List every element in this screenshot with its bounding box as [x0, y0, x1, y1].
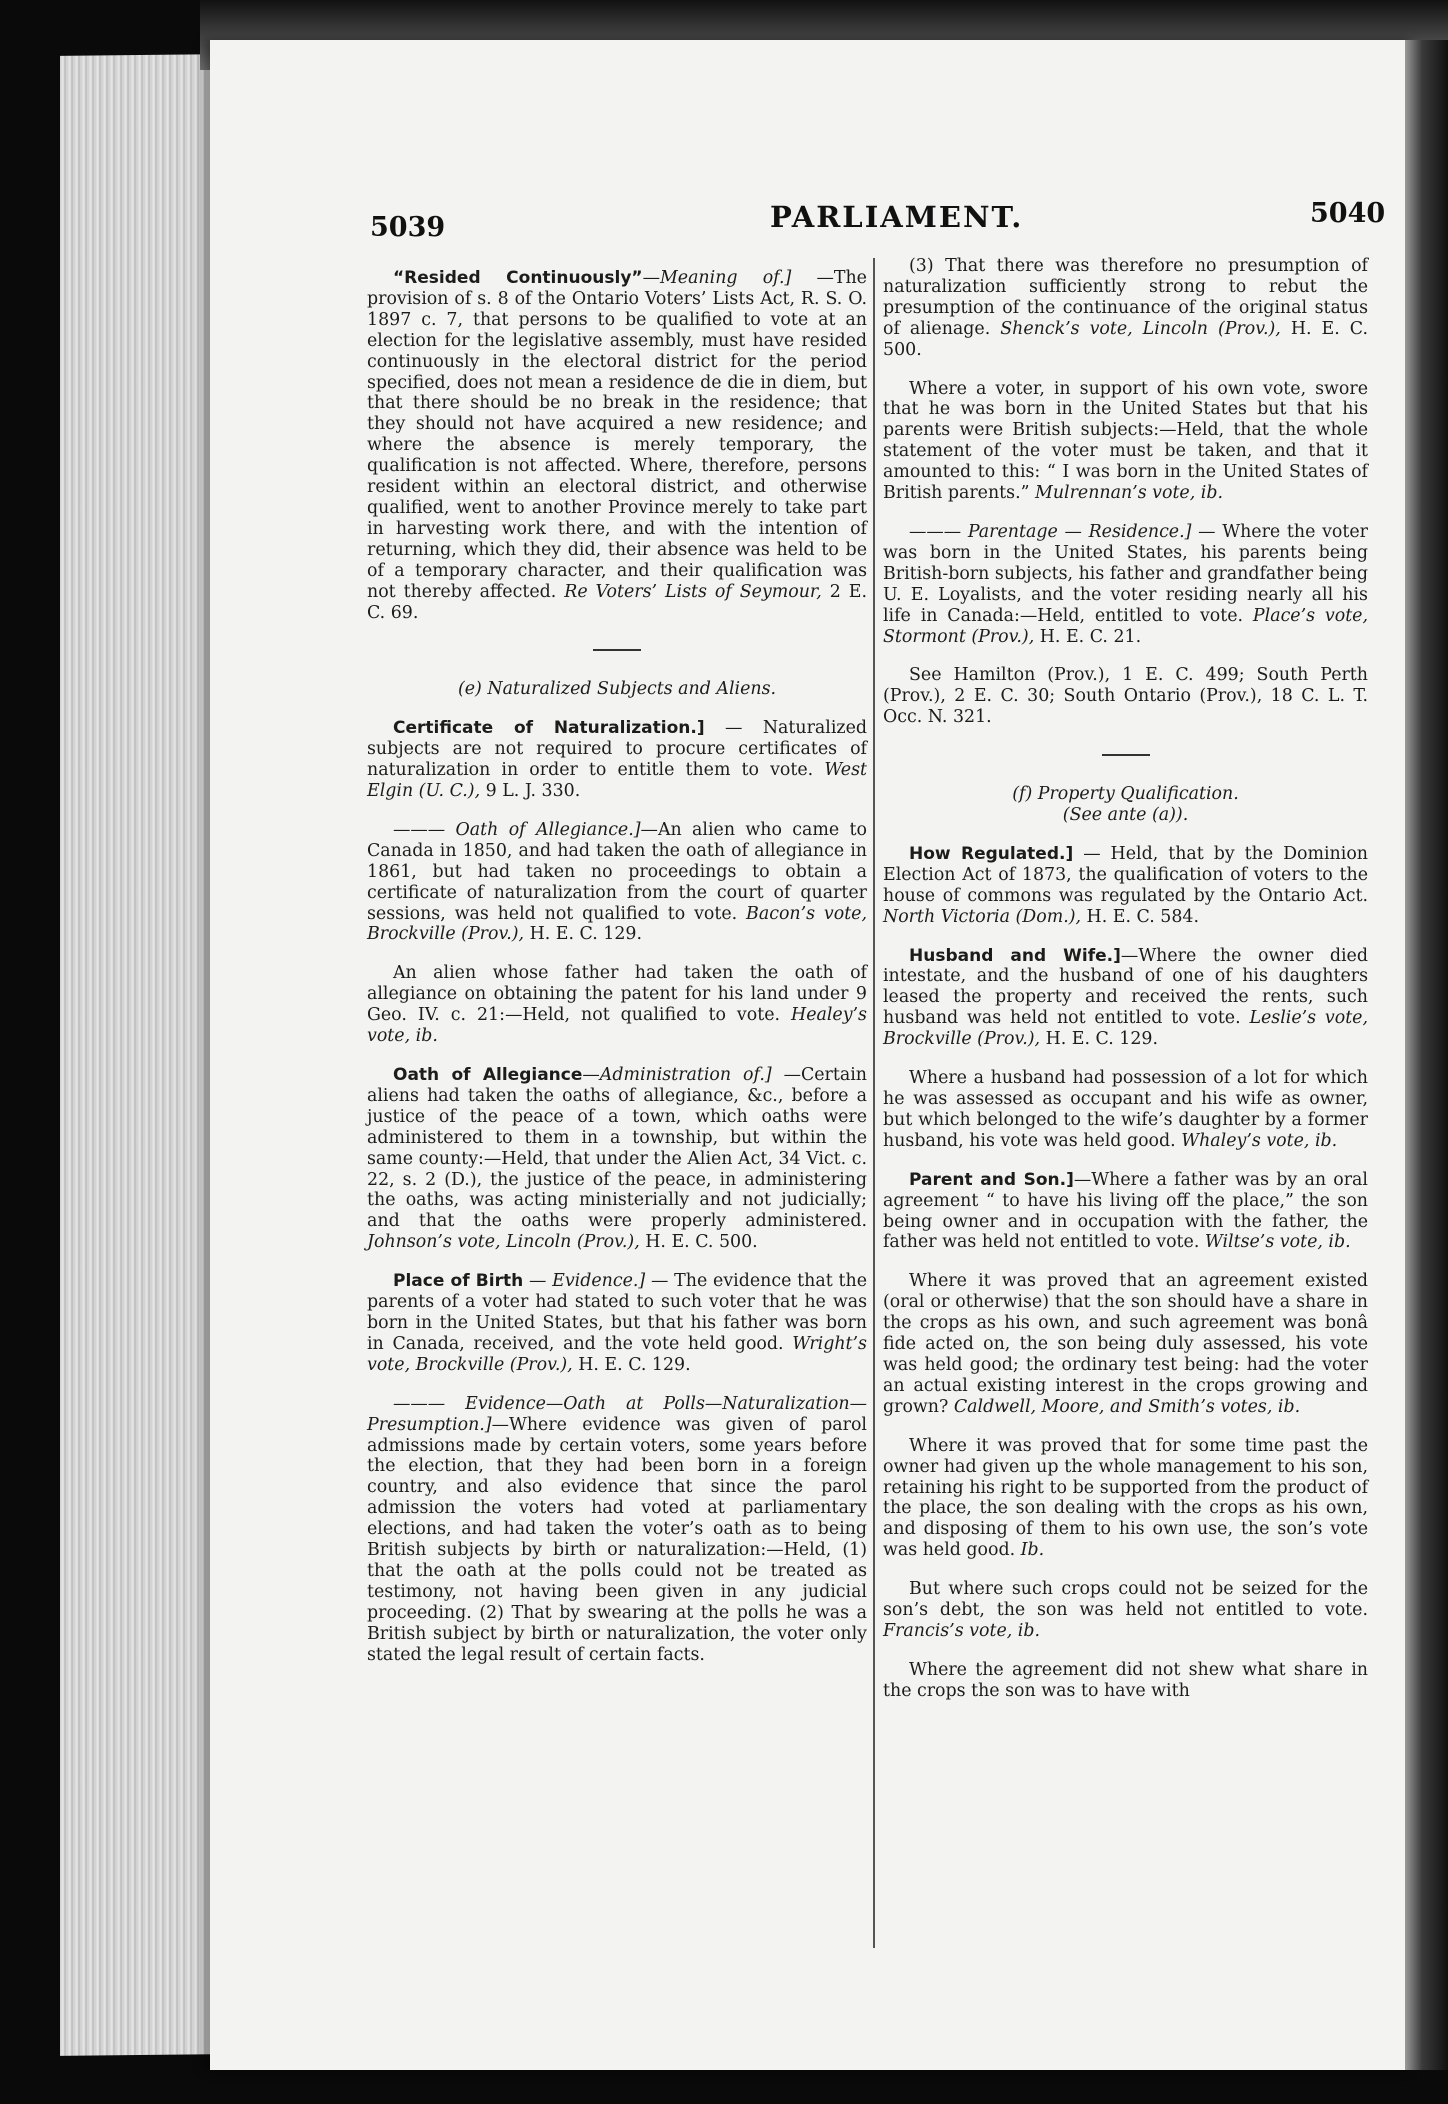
running-head: PARLIAMENT.: [770, 200, 1024, 234]
entry-text: —Certain aliens had taken the oaths of allegiance, &c., before a justice of the peace of a town, which oaths were administered to them in a township, but within the same county:—Held, that under the Alien Act, 34 Vict. c. 22, s. 2 (D.), the justice of the peace, in administering the oaths, was acting ministerially and not judicially; and that the oaths were properly administered.: [367, 1065, 867, 1232]
citation-reference: H. E. C. 129.: [1040, 1029, 1159, 1050]
entry-text: — Where the voter was born in the United States, his parents being British-born subjects, his father and grandfather being U. E. Loyalists, and the voter residing nearly all his life in Canada:—Held, entitled to vote.: [883, 521, 1368, 626]
section-heading: (f) Property Qualification.: [1012, 784, 1239, 805]
paragraph: [883, 522, 1368, 647]
paragraph: [883, 379, 1368, 504]
citation-reference: 2 E. C. 69.: [367, 581, 867, 623]
paragraph: [883, 1170, 1368, 1254]
paragraph: [367, 1065, 867, 1253]
case-citation: Mulrennan’s vote, ib.: [1029, 483, 1224, 504]
column-divider: [873, 258, 875, 1948]
entry-text: Where a husband had possession of a lot for which he was assessed as occupant and his wife as owner, but which belonged to the wife’s daughter by a former husband, his vote was held good.: [883, 1068, 1368, 1151]
case-citation: Francis’s vote, ib.: [883, 1620, 1041, 1641]
entry-text: —Where a father was by an oral agreement “ to have his living off the place,” the son being owner and in occupation with the father, the father was held not entitled to vote.: [883, 1169, 1368, 1253]
citation-reference: H. E. C. 21.: [1034, 626, 1142, 647]
case-citation: Re Voters’ Lists of Seymour,: [556, 581, 822, 602]
entry-heading: Oath of Allegiance: [393, 1065, 583, 1085]
paragraph: [367, 1394, 867, 1666]
paragraph: [367, 820, 867, 945]
entry-text: — The evidence that the parents of a voter had stated to such voter that he was born in the United States, but that his father was born in Canada, received, and the vote held good.: [367, 1271, 867, 1354]
case-citation: Ib.: [1015, 1540, 1045, 1561]
right-page-edge: [1405, 40, 1448, 2070]
paragraph: [367, 268, 867, 623]
entry-heading: “Resided Continuously”: [393, 268, 643, 288]
section-heading: (e) Naturalized Subjects and Aliens.: [457, 679, 777, 700]
paragraph: [883, 1068, 1368, 1152]
citation-reference: H. E. C. 129.: [572, 1354, 691, 1375]
citation-reference: H. E. C. 129.: [524, 924, 643, 945]
citation-reference: H. E. C. 500.: [639, 1232, 758, 1253]
case-citation: Healey’s vote, ib.: [367, 1005, 867, 1047]
case-citation: Leslie’s vote, Brockville (Prov.),: [883, 1008, 1368, 1050]
entry-subheading: — Evidence.]: [523, 1271, 646, 1292]
entry-heading: Husband and Wife.]: [909, 945, 1121, 966]
case-citation: Wright’s vote, Brockville (Prov.),: [367, 1333, 867, 1375]
paragraph: [367, 963, 867, 1047]
left-column: [367, 268, 867, 1665]
entry-text: Where a voter, in support of his own vote, swore that he was born in the United States but that his parents were British subjects:—Held, that the whole statement of the voter must be taken, and that it amounted to this: “ I was born in the United States of British parents.”: [883, 378, 1368, 504]
entry-text: See Hamilton (Prov.), 1 E. C. 499; South Perth (Prov.), 2 E. C. 30; South Ontario (Prov.), 18 C. L. T. Occ. N. 321.: [883, 665, 1368, 728]
case-citation: Place’s vote, Stormont (Prov.),: [883, 605, 1368, 647]
case-citation: West Elgin (U. C.),: [367, 760, 867, 802]
page-number-right: 5040: [1310, 198, 1386, 229]
entry-text: —An alien who came to Canada in 1850, and had taken the oath of allegiance in 1861, but had taken no proceedings to obtain a certificate of naturalization from the court of quarter sessions, was held not qualified to vote.: [367, 819, 868, 924]
entry-text: Where it was proved that an agreement existed (oral or otherwise) that the son should have a share in the crops as his own, and such agreement was bonâ fide acted on, the son being duly assessed, his vote was held good; the ordinary test being: had the voter an actual existing interest in the crops growing and grown?: [883, 1271, 1368, 1417]
entry-subheading: —Administration of.]: [582, 1065, 772, 1085]
entry-subheading: —Meaning of.]: [642, 268, 792, 288]
entry-subheading: ——— Parentage — Residence.]: [909, 521, 1192, 542]
entry-text: (3) That there was therefore no presumption of naturalization sufficiently strong to rebut the presumption of the continuance of the original status of alienage.: [883, 256, 1368, 339]
paragraph: [883, 1436, 1368, 1561]
entry-text: —Where evidence was given of parol admissions made by certain voters, some years before the election, that they had been born in a foreign country, and also evidence that since the parol admission the voters had voted at parliamentary elections, and had taken the voter’s oath as to being British subjects by birth or naturalization:—Held, (1) that the oath at the polls could not be treated as testimony, not having been given in any judicial proceeding. (2) That by swearing at the polls he was a British subject by birth or naturalization, the voter only stated the legal result of certain facts.: [367, 1414, 867, 1665]
right-column: [883, 256, 1368, 1702]
paragraph: [367, 1271, 867, 1376]
citation-reference: 9 L. J. 330.: [480, 781, 581, 802]
entry-text: — Held, that by the Dominion Election Act of 1873, the qualification of voters to the house of commons was regulated by the Ontario Act.: [883, 843, 1368, 906]
paragraph: [883, 1579, 1368, 1642]
entry-text: —Where the owner died intestate, and the husband of one of his daughters leased the property and received the rents, such husband was held not entitled to vote.: [883, 945, 1368, 1029]
paragraph: [883, 665, 1368, 728]
case-citation: Wiltse’s vote, ib.: [1199, 1232, 1351, 1253]
section-rule: [593, 649, 641, 651]
entry-text: An alien whose father had taken the oath of allegiance on obtaining the patent for his land under 9 Geo. IV. c. 21:—Held, not qualified to vote.: [367, 963, 867, 1026]
paragraph: [883, 946, 1368, 1051]
book-page-edges: [60, 54, 225, 2056]
case-citation: Caldwell, Moore, and Smith’s votes, ib.: [948, 1396, 1301, 1417]
entry-heading: Certificate of Naturalization.]: [393, 718, 705, 739]
case-citation: North Victoria (Dom.),: [883, 906, 1082, 927]
paragraph: [883, 1271, 1368, 1417]
entry-text: — Naturalized subjects are not required to procure certificates of naturalization in order to entitle them to vote.: [367, 718, 867, 781]
section-heading: (See ante (a)).: [1062, 805, 1189, 826]
entry-subheading: ——— Evidence—Oath at Polls—Naturalization—Presumption.]: [367, 1393, 867, 1435]
entry-text: —The provision of s. 8 of the Ontario Voters’ Lists Act, R. S. O. 1897 c. 7, that persons to be qualified to vote at an election for the legislative assembly, must have resided continuously in the electoral district for the period specified, does not mean a residence de die in diem, but that there should be no break in the residence; that they should not have acquired a new residence; and where the absence is merely temporary, the qualification is not affected. Where, therefore, persons resident within an electoral district, and otherwise qualified, went to another Province merely to take part in harvesting work there, and with the intention of returning, which they did, their absence was held to be of a temporary character, and their qualification was not thereby affected.: [367, 268, 867, 602]
case-citation: Shenck’s vote, Lincoln (Prov.),: [990, 318, 1281, 339]
entry-subheading: ——— Oath of Allegiance.]: [393, 819, 641, 840]
entry-heading: Place of Birth: [393, 1271, 524, 1292]
paragraph: [883, 256, 1368, 361]
entry-text: Where the agreement did not shew what share in the crops the son was to have with: [883, 1659, 1368, 1701]
paragraph: [883, 1660, 1368, 1702]
entry-text: But where such crops could not be seized for the son’s debt, the son was held not entitled to vote.: [883, 1579, 1368, 1621]
entry-heading: Parent and Son.]: [909, 1169, 1074, 1190]
entry-heading: How Regulated.]: [909, 843, 1074, 864]
citation-reference: H. E. C. 584.: [1081, 906, 1199, 927]
case-citation: Johnson’s vote, Lincoln (Prov.),: [367, 1232, 640, 1253]
page-number-left: 5039: [370, 212, 446, 243]
case-citation: Whaley’s vote, ib.: [1175, 1130, 1338, 1151]
section-rule: [1102, 754, 1150, 756]
entry-text: Where it was proved that for some time past the owner had given up the whole management to his son, retaining his right to be supported from the product of the place, the son dealing with the crops as his own, and disposing of them to his own use, the son’s vote was held good.: [883, 1435, 1368, 1561]
citation-reference: H. E. C. 500.: [883, 318, 1368, 360]
paragraph: [367, 718, 867, 802]
paragraph: [883, 844, 1368, 928]
case-citation: Bacon’s vote, Brockville (Prov.),: [367, 903, 868, 945]
